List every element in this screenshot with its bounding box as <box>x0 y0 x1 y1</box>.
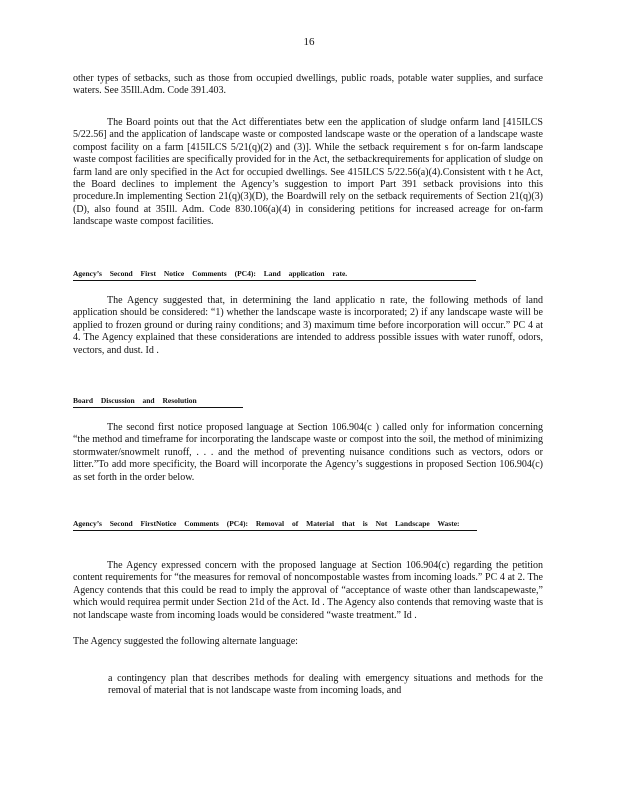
paragraph-alternate-language-intro: The Agency suggested the following alternate language: <box>73 636 298 647</box>
heading-board-discussion: Board Discussion and Resolution <box>73 396 243 408</box>
heading-removal-of-material: Agency’s Second FirstNotice Comments (PC4): Removal of Material that is Not Landscape Waste: <box>73 519 477 531</box>
page-number: 16 <box>303 36 315 48</box>
paragraph-agency-suggested: The Agency suggested that, in determining the land applicatio n rate, the following methods of land application should be considered: “1) whether the landscape waste is incorporated; 2) if any landscape waste will be applied to frozen ground or during rainy conditions; and 3) maximum time before incorporation will occur.” PC 4 at 4. The Agency explained that these considerations are intended to address possible issues with water runoff, odors, vectors, and dust. Id . <box>73 295 543 356</box>
paragraph-agency-expressed-concern: The Agency expressed concern with the proposed language at Section 106.904(c) regarding the petition content requirements for “the measures for removal of noncompostable wastes from incoming loads.” PC 4 at 2. The Agency contends that this could be read to imply the approval of “acceptance of waste other than landscapewaste,” which would requirea permit under Section 21d of the Act. Id . The Agency also contends that removing waste that is not landscape waste from incoming loads would be considered “waste treatment.” Id . <box>73 560 543 621</box>
paragraph-setbacks-continued: other types of setbacks, such as those from occupied dwellings, public roads, potable water supplies, and surface waters. See 35Ill.Adm. Code 391.403. <box>73 73 543 97</box>
heading-land-application-rate: Agency’s Second First Notice Comments (PC4): Land application rate. <box>73 269 476 281</box>
paragraph-second-first-notice: The second first notice proposed language at Section 106.904(c ) called only for information concerning “the method and timeframe for incorporating the landscape waste or compost into the soil, the method of minimizing stormwater/snowmelt runoff, . . . and the method of preventing nuisance conditions such as vectors, odors or litter.”To add more specificity, the Board will incorporate the Agency’s suggestions in proposed Section 106.904(c) as set forth in the order below. <box>73 422 543 483</box>
quoted-alternate-language: a contingency plan that describes methods for dealing with emergency situations and methods for the removal of material that is not landscape waste from incoming loads, and <box>108 673 543 697</box>
paragraph-board-points-out: The Board points out that the Act differentiates betw een the application of sludge onfarm land [415ILCS 5/22.56] and the application of landscape waste or composted landscape waste or the operation of a landscape waste compost facility on a farm [415ILCS 5/21(q)(2) and (3)]. While the setback requirement s for on-farm landscape waste compost facilities are specifically provided for in the Act, the setbackrequirements for application of sludge on farm land are only specified in the Act for occupied dwellings. See 415ILCS 5/22.56(a)(4).Consistent with t he Act, the Board declines to implement the Agency’s suggestion to import Part 391 setback provisions into this procedure.In implementing Section 21(q)(3)(D), the Boardwill rely on the setback requirements of Section 21(q)(3)(D), also found at 35Ill. Adm. Code 830.106(a)(4) in considering petitions for increased acreage for on-farm landscape waste compost facilities. <box>73 117 543 228</box>
